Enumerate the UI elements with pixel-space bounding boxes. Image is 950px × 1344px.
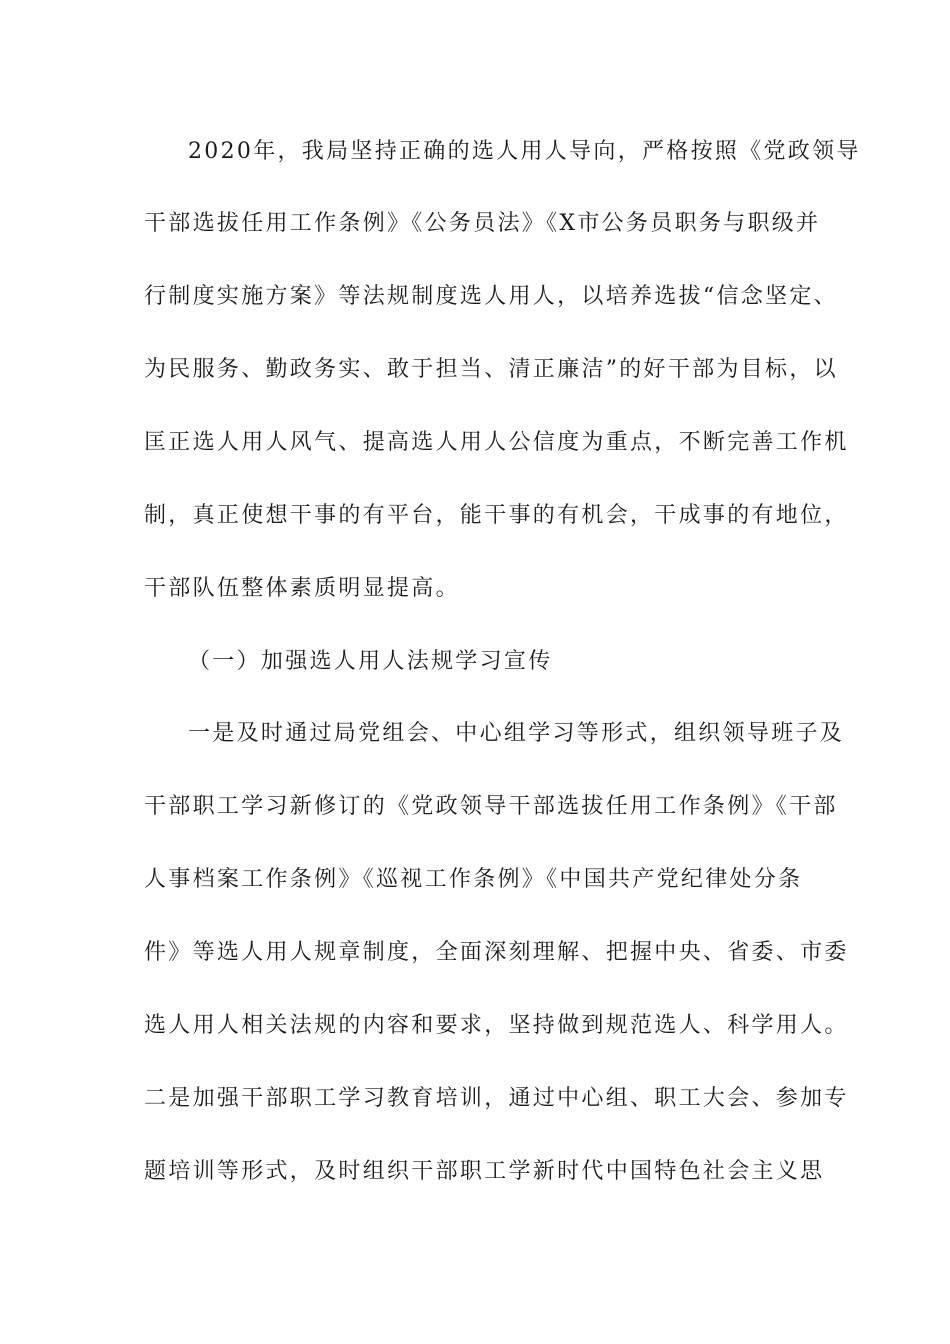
paragraph-1-line-2: 干部选拔任用工作条例》《公务员法》《X市公务员职务与职级并 <box>144 211 821 236</box>
paragraph-2-line-7: 题培训等形式，及时组织干部职工学新时代中国特色社会主义思 <box>144 1159 825 1184</box>
paragraph-1-line-7: 干部队伍整体素质明显提高。 <box>144 576 460 601</box>
paragraph-2-line-4: 件》等选人用人规章制度，全面深刻理解、把握中央、省委、市委 <box>144 940 849 965</box>
paragraph-2-line-3: 人事档案工作条例》《巡视工作条例》《中国共产党纪律处分条 <box>144 867 803 892</box>
paragraph-1-line-6: 制，真正使想干事的有平台，能干事的有机会，干成事的有地位， <box>144 503 849 528</box>
paragraph-1-line-1: 2020年，我局坚持正确的选人用人导向，严格按照《党政领导 <box>188 139 861 164</box>
paragraph-1-line-5: 匡正选人用人风气、提高选人用人公信度为重点，不断完善工作机 <box>144 430 849 455</box>
paragraph-1-line-4: 为民服务、勤政务实、敢于担当、清正廉洁”的好干部为目标，以 <box>144 357 838 382</box>
paragraph-2-line-1: 一是及时通过局党组会、中心组学习等形式，组织领导班子及 <box>188 721 845 746</box>
section-heading: （一）加强选人用人法规学习宣传 <box>188 649 553 674</box>
paragraph-2-line-6: 二是加强干部职工学习教育培训，通过中心组、职工大会、参加专 <box>144 1086 849 1111</box>
paragraph-2-line-5: 选人用人相关法规的内容和要求，坚持做到规范选人、科学用人。 <box>144 1013 849 1038</box>
paragraph-2-line-2: 干部职工学习新修订的《党政领导干部选拔任用工作条例》《干部 <box>144 794 838 819</box>
paragraph-1-line-3: 行制度实施方案》等法规制度选人用人，以培养选拔“信念坚定、 <box>144 284 838 309</box>
